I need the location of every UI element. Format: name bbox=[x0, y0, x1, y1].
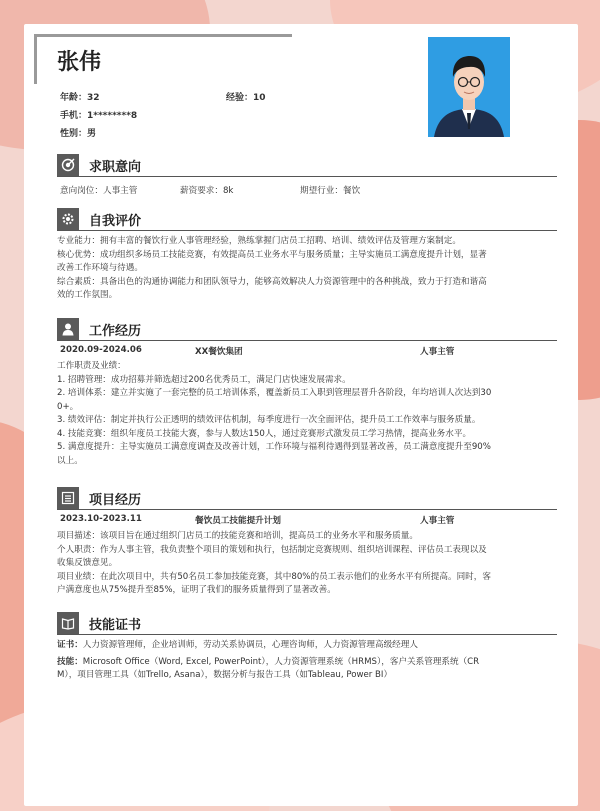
project-line: 项目业绩：在此次项目中，共有50名员工参加技能竞赛，其中80%的员工表示他们的业务水平有所提高。同时，客 bbox=[57, 571, 491, 582]
self-eval-line: 专业能力：拥有丰富的餐饮行业人事管理经验，熟练掌握门店员工招聘、培训、绩效评估及管理方案制定。 bbox=[57, 236, 461, 246]
intent-salary: 薪资要求：8k bbox=[180, 186, 234, 196]
candidate-name: 张伟 bbox=[57, 50, 102, 75]
work-role: 人事主管 bbox=[420, 347, 455, 357]
project-period: 2023.10-2023.11 bbox=[60, 514, 142, 524]
section-job-intent bbox=[57, 154, 557, 176]
section-title: 技能证书 bbox=[89, 618, 142, 633]
section-work-experience bbox=[57, 318, 557, 340]
gender: 性别：男 bbox=[60, 129, 97, 139]
self-eval-line: 改善工作环境与待遇。 bbox=[57, 263, 143, 273]
section-divider bbox=[57, 634, 557, 635]
self-eval-line: 综合素质：具备出色的沟通协调能力和团队领导力，能够高效解决人力资源管理中的各种挑战，致力于打造和谐高 bbox=[57, 276, 487, 287]
section-title: 工作经历 bbox=[89, 324, 142, 339]
project-name: 餐饮员工技能提升计划 bbox=[195, 516, 281, 526]
self-eval-text bbox=[57, 235, 545, 303]
intent-position: 意向岗位：人事主管 bbox=[60, 186, 138, 196]
section-title: 项目经历 bbox=[89, 493, 142, 508]
section-divider bbox=[57, 509, 557, 510]
work-period: 2020.09-2024.06 bbox=[60, 345, 142, 355]
age: 年龄：32 bbox=[60, 93, 100, 103]
project-line: 项目描述：该项目旨在通过组织门店员工的技能竞赛和培训，提高员工的业务水平和服务质量。 bbox=[57, 531, 418, 541]
certificates-text bbox=[57, 639, 545, 683]
cert-line bbox=[57, 639, 545, 653]
work-company: XX餐饮集团 bbox=[195, 347, 243, 357]
work-line: 4. 技能竞赛：组织年度员工技能大赛，参与人数达150人，通过竞赛形式激发员工学习热情，提高业务水平。 bbox=[57, 428, 472, 439]
skill-values-1: Microsoft Office（Word, Excel, PowerPoint），人力资源管理系统（HRMS），客户关系管理系统（CR bbox=[82, 656, 480, 667]
work-details bbox=[57, 360, 545, 468]
target-icon bbox=[57, 154, 79, 176]
section-certificates bbox=[57, 612, 557, 634]
person-icon bbox=[57, 318, 79, 340]
cert-values: 人力资源管理师，企业培训师，劳动关系协调员，心理咨询师，人力资源管理高级经理人 bbox=[82, 640, 418, 650]
cert-label: 证书： bbox=[57, 640, 83, 650]
work-line: 工作职责及业绩： bbox=[57, 361, 126, 371]
list-icon bbox=[57, 487, 79, 509]
skill-line-cont: M），项目管理工具（如Trello, Asana），数据分析与报告工具（如Tableau, Power BI） bbox=[57, 670, 393, 680]
self-eval-line: 核心优势：成功组织多场员工技能竞赛，有效提高员工业务水平与服务质量；主导实施员工满意度提升计划，显著 bbox=[57, 249, 487, 260]
project-details bbox=[57, 530, 545, 598]
skill-label: 技能： bbox=[57, 656, 83, 667]
project-line: 个人职责：作为人事主管，我负责整个项目的策划和执行，包括制定竞赛规则、组织培训课程、评估员工表现以及 bbox=[57, 544, 487, 555]
intent-industry: 期望行业：餐饮 bbox=[300, 186, 361, 196]
section-divider bbox=[57, 340, 557, 341]
section-title: 自我评价 bbox=[89, 214, 142, 229]
section-title: 求职意向 bbox=[89, 160, 142, 175]
experience: 经验：10 bbox=[226, 93, 266, 103]
project-line: 户满意度也从75%提升至85%，证明了我们的服务质量得到了显著改善。 bbox=[57, 585, 336, 595]
section-project-experience bbox=[57, 487, 557, 509]
gear-icon bbox=[57, 208, 79, 230]
work-line: 3. 绩效评估：制定并执行公正透明的绩效评估机制，每季度进行一次全面评估，提升员工工作效率与服务质量。 bbox=[57, 415, 481, 425]
book-icon bbox=[57, 612, 79, 634]
work-line: 2. 培训体系：建立并实施了一套完整的员工培训体系，覆盖新员工入职到管理层晋升各阶段，年均培训人次达到30 bbox=[57, 388, 492, 398]
decor-left-line bbox=[34, 34, 37, 84]
profile-photo bbox=[428, 37, 510, 137]
section-self-evaluation bbox=[57, 208, 557, 230]
work-line: 以上。 bbox=[57, 455, 83, 466]
skill-line bbox=[57, 656, 545, 670]
self-eval-line: 效的工作氛围。 bbox=[57, 290, 118, 300]
phone: 手机：1********8 bbox=[60, 111, 138, 121]
section-divider bbox=[57, 176, 557, 177]
work-line: 5. 满意度提升：主导实施员工满意度调查及改善计划，工作环境与福利待遇得到显著改善，员工满意度提升至90% bbox=[57, 442, 491, 452]
section-divider bbox=[57, 230, 557, 231]
work-line: 0+。 bbox=[57, 401, 79, 412]
project-role: 人事主管 bbox=[420, 516, 455, 526]
decor-top-line bbox=[34, 34, 292, 37]
project-line: 收集反馈意见。 bbox=[57, 558, 118, 568]
work-line: 1. 招聘管理：成功招募并筛选超过200名优秀员工，满足门店快速发展需求。 bbox=[57, 374, 351, 385]
